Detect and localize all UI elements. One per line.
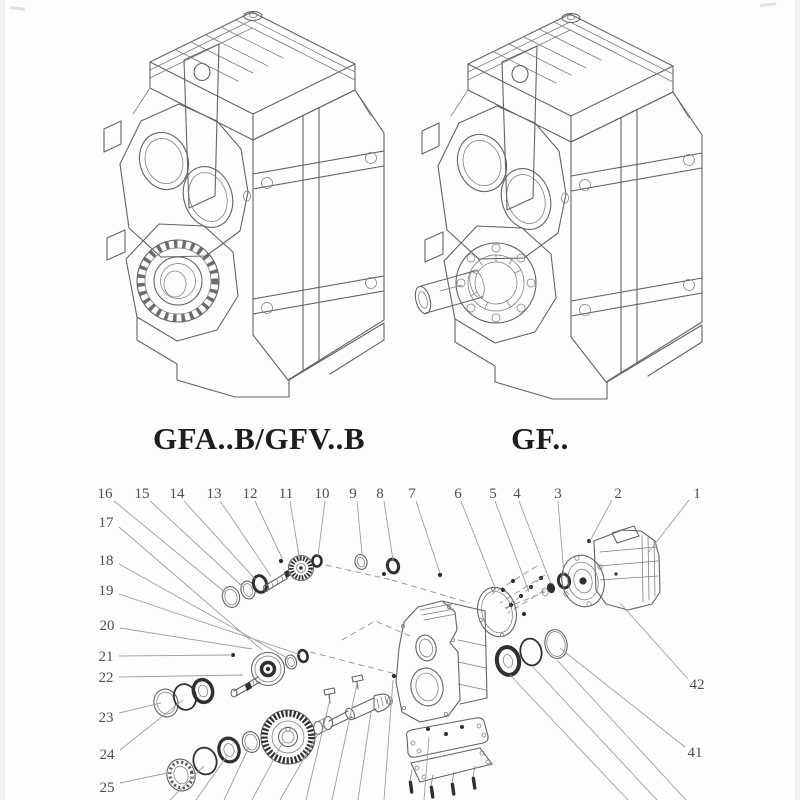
callout-leader-line <box>519 501 551 584</box>
callout-leader-line <box>255 501 282 558</box>
callout-leader-line <box>560 648 685 747</box>
housing-gasket <box>407 718 489 757</box>
callout-number-41: 41 <box>687 745 703 761</box>
cutoff-leader-line <box>424 737 429 800</box>
callout-leader-line <box>620 603 688 679</box>
drain-bolt <box>392 674 396 678</box>
cutoff-leader-line <box>510 675 628 800</box>
end-cap <box>220 585 242 610</box>
intermediate-bearing <box>191 677 215 704</box>
callout-number-24: 24 <box>99 747 115 763</box>
motor-shaft <box>579 577 586 584</box>
large-o-ring <box>151 686 181 719</box>
o-ring-right <box>542 628 570 661</box>
housing-bolts <box>409 725 477 799</box>
callout-number-23: 23 <box>98 710 114 726</box>
callout-leader-line <box>290 501 300 562</box>
callout-leader-line <box>318 501 325 556</box>
cutoff-leader-line <box>280 734 318 800</box>
callout-number-14: 14 <box>169 486 185 502</box>
flat-washer <box>240 730 262 755</box>
spacer <box>297 649 309 663</box>
input-pinion-set <box>220 553 442 609</box>
cutoff-leader-line <box>557 660 686 800</box>
screw-plug <box>352 675 363 689</box>
large-output-gear <box>261 710 315 764</box>
housing-upper-bore <box>414 633 439 663</box>
hollow-shaft-bearing <box>137 240 219 322</box>
callout-leader-line <box>120 772 172 783</box>
cutoff-leader-line <box>224 747 249 800</box>
callout-number-42: 42 <box>689 677 705 693</box>
callout-number-21: 21 <box>98 649 114 665</box>
thrust-washer <box>284 654 298 670</box>
callout-leader-line <box>648 500 689 553</box>
retaining-ring <box>386 558 400 574</box>
motor-flange <box>556 551 609 612</box>
motor-assembly <box>556 526 660 611</box>
callout-number-11: 11 <box>278 486 294 502</box>
gear-housing <box>396 601 487 722</box>
shaft-seal-left <box>216 736 242 764</box>
intermediate-gear-set <box>151 649 309 720</box>
lock-bolt <box>279 559 283 563</box>
flange-gasket-ring <box>473 583 522 641</box>
callout-number-20: 20 <box>99 618 115 634</box>
callout-number-16: 16 <box>97 486 113 502</box>
housing-bolt-upper <box>438 573 442 577</box>
scan-smudge-left <box>10 6 25 11</box>
callout-number-7: 7 <box>408 486 416 502</box>
callout-number-2: 2 <box>614 486 622 502</box>
model-label-gfab: GFA..B/GFV..B <box>152 421 366 456</box>
callout-leader-line <box>416 501 440 573</box>
callout-number-10: 10 <box>314 486 330 502</box>
oil-seal-right <box>494 645 521 677</box>
callout-number-1: 1 <box>693 486 701 502</box>
gearbox-drawing-gf <box>413 14 702 400</box>
callout-leader-line <box>220 501 271 576</box>
cutoff-leader-line <box>332 684 357 800</box>
callout-leader-line <box>120 628 252 649</box>
callout-number-4: 4 <box>513 486 521 502</box>
input-gear <box>289 556 314 581</box>
callout-leader-line <box>184 501 256 580</box>
terminal-box <box>612 526 639 543</box>
callout-leader-line <box>119 675 243 677</box>
callout-number-15: 15 <box>134 486 150 502</box>
spacer-ring <box>313 556 322 567</box>
housing-lower-bore <box>407 665 446 709</box>
callout-number-9: 9 <box>349 486 357 502</box>
callout-leader-line <box>461 501 496 590</box>
callout-number-22: 22 <box>98 670 114 686</box>
model-label-gf: GF.. <box>511 421 569 456</box>
motor-side-small-parts <box>541 573 571 597</box>
housing-bottom-cover <box>411 748 492 782</box>
washer <box>353 553 368 571</box>
callout-number-12: 12 <box>242 486 258 502</box>
cutoff-leader-line <box>358 712 371 800</box>
snap-ring-right <box>518 637 544 668</box>
callout-leader-line <box>558 501 564 576</box>
callout-number-25: 25 <box>99 780 115 796</box>
cutoff-leader-line <box>533 667 657 800</box>
spacer-sleeve <box>314 717 333 735</box>
scan-smudge-right <box>760 2 776 7</box>
callout-number-8: 8 <box>376 486 384 502</box>
callout-number-18: 18 <box>98 553 114 569</box>
callout-number-19: 19 <box>98 583 114 599</box>
callout-number-3: 3 <box>554 486 562 502</box>
callout-number-17: 17 <box>98 515 114 531</box>
callout-leader-line <box>357 501 362 554</box>
callout-leader-line <box>120 700 183 750</box>
flange-bolts <box>501 576 543 616</box>
callout-leader-line <box>384 501 393 560</box>
output-shaft <box>329 694 393 727</box>
cutoff-leader-line <box>196 756 227 800</box>
callout-leader-line <box>119 594 301 655</box>
callout-number-6: 6 <box>454 486 462 502</box>
callout-leader-line <box>119 655 232 656</box>
callout-number-5: 5 <box>489 486 497 502</box>
exploded-view <box>98 486 705 800</box>
gearbox-drawing-gfab <box>104 12 384 398</box>
callout-leader-line <box>114 501 226 593</box>
callout-number-13: 13 <box>206 486 222 502</box>
